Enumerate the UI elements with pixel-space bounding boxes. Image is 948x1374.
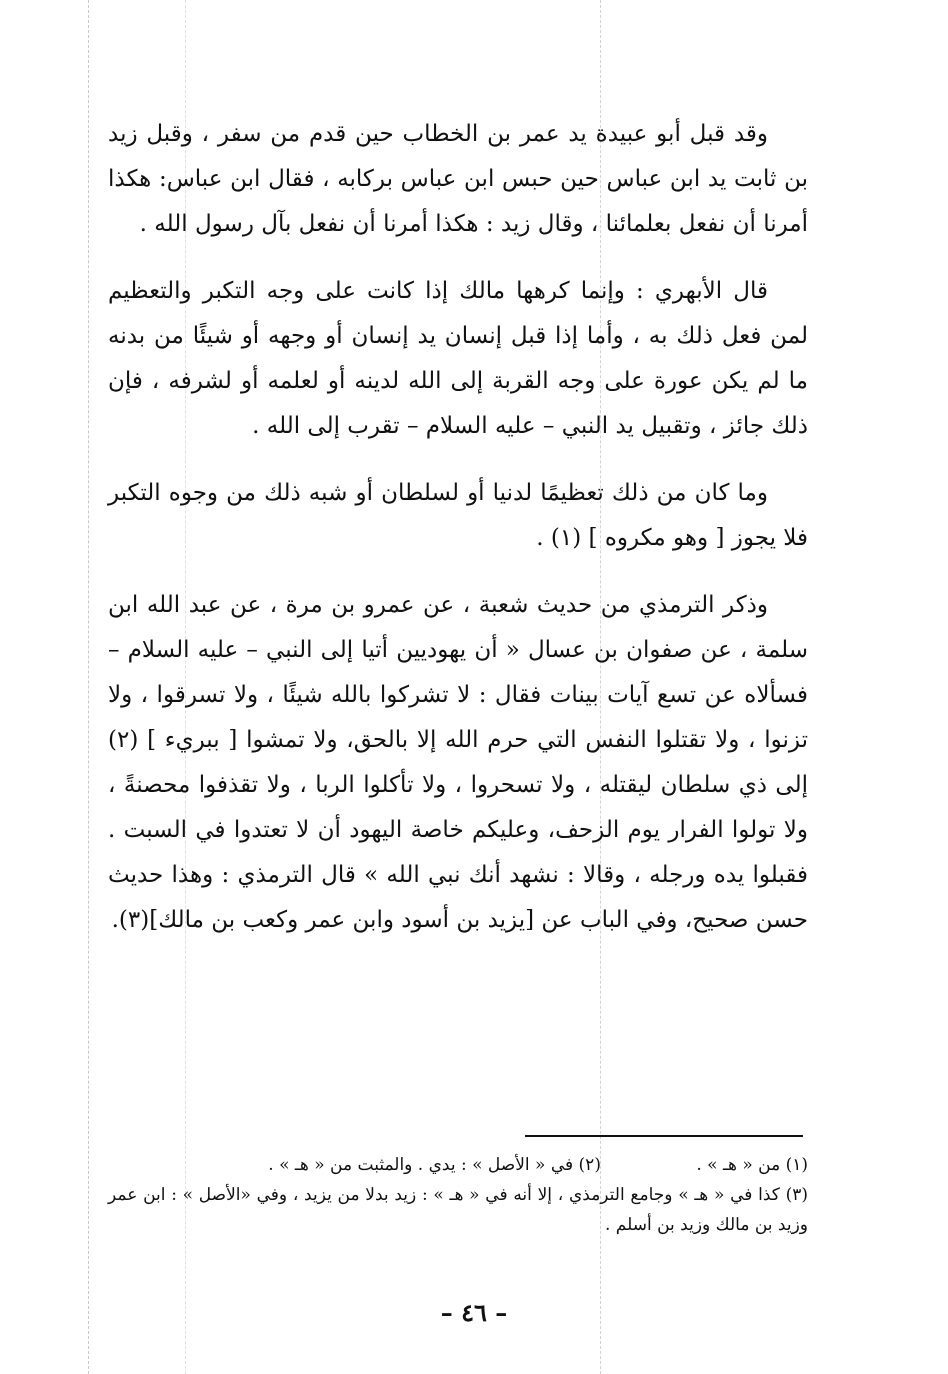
paragraph xyxy=(108,269,808,449)
paragraph-text: وذكر الترمذي من حديث شعبة ، عن عمرو بن مرة ، عن عبد الله ابن سلمة ، عن صفوان بن عسال « أن يهوديين أتيا إلى النبي – عليه السلام – فسألاه عن تسع آيات بينات فقال : لا تشركوا بالله شيئًا ، ولا تسرقوا ، ولا تزنوا ، ولا تقتلوا النفس التي حرم الله إلا بالحق، ولا تمشوا [ ببريء ] (٢) إلى ذي سلطان ليقتله ، ولا تسحروا ، ولا تأكلوا الربا ، ولا تقذفوا محصنةً ، ولا تولوا الفرار يوم الزحف، وعليكم خاصة اليهود أن لا تعتدوا في السبت . فقبلوا يده ورجله ، وقالا : نشهد أنك نبي الله » قال الترمذي : وهذا حديث حسن صحيح، وفي الباب عن [يزيد بن أسود وابن عمر وكعب بن مالك](٣). xyxy=(108,592,808,933)
paragraph-text: وقد قبل أبو عبيدة يد عمر بن الخطاب حين قدم من سفر ، وقبل زيد بن ثابت يد ابن عباس حين حبس ابن عباس بركابه ، فقال ابن عباس: هكذا أمرنا أن نفعل بعلمائنا ، وقال زيد : هكذا أمرنا أن نفعل بآل رسول الله . xyxy=(108,121,808,237)
footnote-separator xyxy=(525,1135,803,1137)
scan-guide-line xyxy=(88,0,89,1374)
paragraph-text: وما كان من ذلك تعظيمًا لدنيا أو لسلطان أو شبه ذلك من وجوه التكبر فلا يجوز [ وهو مكروه ] (١) . xyxy=(108,480,808,551)
paragraph-text: قال الأبهري : وإنما كرهها مالك إذا كانت على وجه التكبر والتعظيم لمن فعل ذلك به ، وأما إذا قبل إنسان يد إنسان أو وجهه أو شيئًا من بدنه ما لم يكن عورة على وجه القربة إلى الله لدينه أو لعلمه أو لشرفه ، فإن ذلك جائز ، وتقبيل يد النبي – عليه السلام – تقرب إلى الله . xyxy=(108,278,808,439)
footnote-2: (٢) في « الأصل » : يدي . والمثبت من « هـ » . xyxy=(268,1155,601,1175)
footnotes xyxy=(108,1150,808,1240)
footnote-1: (١) من « هـ » . xyxy=(696,1155,808,1175)
main-text xyxy=(108,112,808,965)
paragraph xyxy=(108,471,808,561)
paragraph xyxy=(108,583,808,943)
page-number: – ٤٦ – xyxy=(440,1298,508,1327)
paragraph xyxy=(108,112,808,247)
footnote-row xyxy=(108,1150,808,1180)
footnote-3: (٣) كذا في « هـ » وجامع الترمذي ، إلا أنه في « هـ » : زيد بدلا من يزيد ، وفي «الأصل » : ابن عمر وزيد بن مالك وزيد بن أسلم . xyxy=(108,1185,808,1235)
